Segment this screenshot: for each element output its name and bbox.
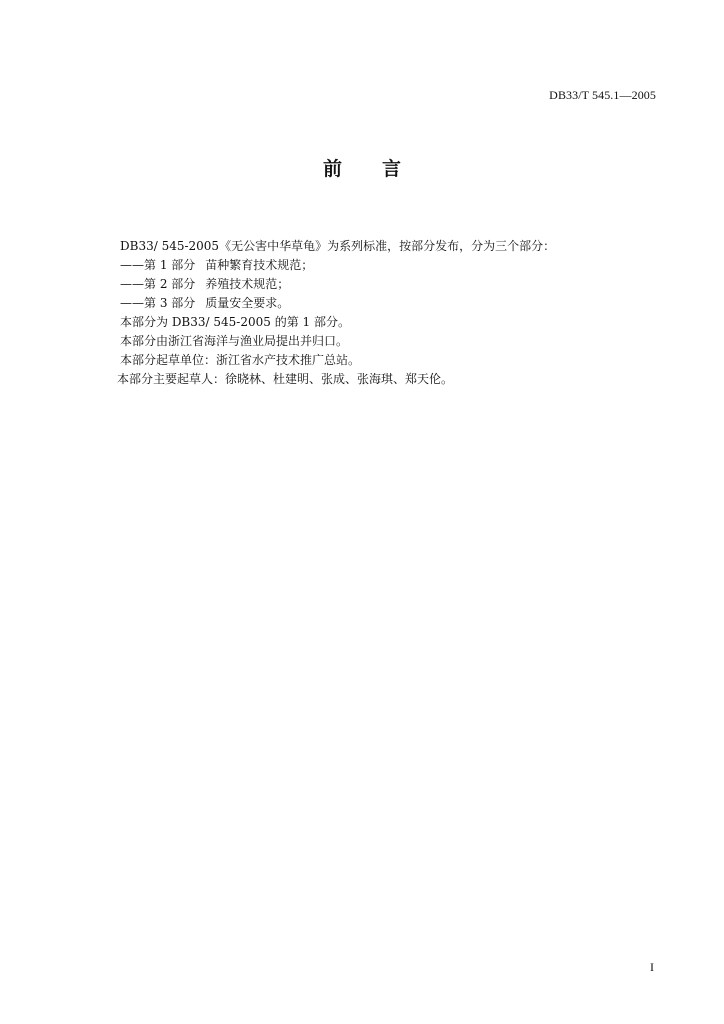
statement-drafter-unit: 本部分起草单位：浙江省水产技术推广总站。 (120, 353, 361, 367)
part-name: 苗种繁育技术规范； (205, 258, 314, 272)
part-prefix: ——第 3 部分 (120, 296, 196, 310)
part-prefix: ——第 1 部分 (120, 258, 196, 272)
page-title (0, 154, 724, 181)
part-name: 养殖技术规范； (205, 277, 290, 291)
statement-part: 本部分为 DB33/ 545-2005 的第 1 部分。 (120, 315, 350, 329)
part-prefix: ——第 2 部分 (120, 277, 196, 291)
standard-code: DB33/T 545.1—2005 (549, 88, 656, 102)
foreword-body (117, 237, 680, 389)
part-list-item (120, 256, 680, 275)
intro-paragraph: DB33/ 545-2005《无公害中华草龟》为系列标准，按部分发布，分为三个部分： (120, 239, 556, 253)
part-list-item (120, 294, 680, 313)
page-number: I (650, 960, 654, 974)
part-name: 质量安全要求。 (205, 296, 290, 310)
title-char-1: 前 (322, 158, 342, 180)
part-list-item (120, 275, 680, 294)
statement-proposer: 本部分由浙江省海洋与渔业局提出并归口。 (120, 334, 349, 348)
statement-drafters: 本部分主要起草人：徐晓林、杜建明、张成、张海琪、郑天伦。 (117, 372, 454, 386)
title-char-2: 言 (382, 158, 402, 180)
